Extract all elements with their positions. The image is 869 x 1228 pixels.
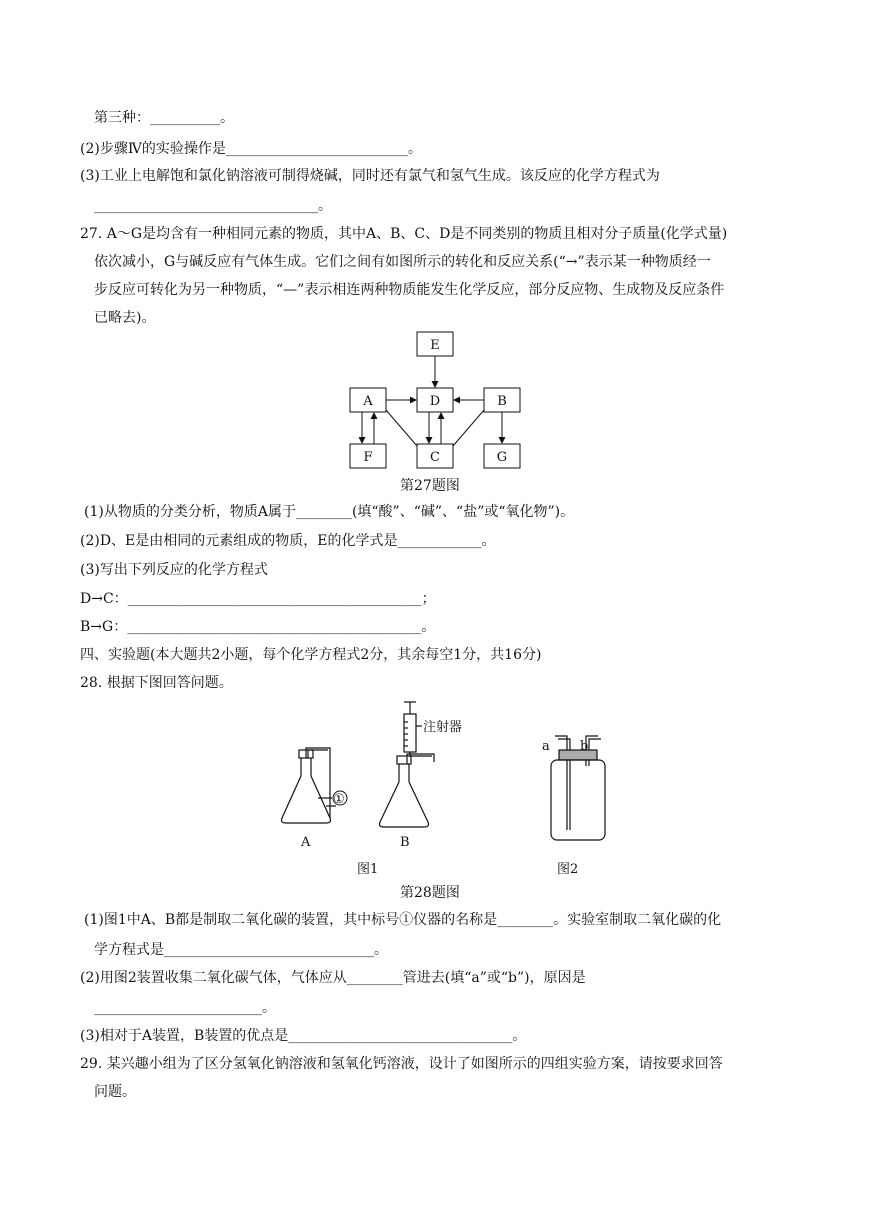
figure-2-label: 图2: [557, 862, 579, 877]
question-29-stem-2: 问题。: [94, 1084, 136, 1100]
marker-1: ①: [333, 792, 345, 807]
question-29-stem-1: 29. 某兴趣小组为了区分氢氧化钠溶液和氢氧化钙溶液，设计了如图所示的四组实验方案，请按要求回答: [80, 1056, 723, 1072]
question-27-stem-4: 已略去)。: [94, 310, 156, 326]
node-E: E: [430, 338, 440, 353]
question-27-stem-1: 27. A～G是均含有一种相同元素的物质，其中A、B、C、D是不同类别的物质且相对分子质量(化学式量): [80, 226, 728, 242]
question-28-1b: 学方程式是______________________________。: [94, 942, 388, 958]
question-27-3-bg: B→G：__________________________________________。: [80, 619, 436, 635]
question-27-1: (1)从物质的分类分析，物质A属于________(填“酸”、“碱”、“盐”或“氧化物”)。: [84, 504, 575, 520]
figure-27-diagram: [340, 328, 540, 470]
question-27-stem-3: 步反应可转化为另一种物质，“—”表示相连两种物质能发生化学反应，部分反应物、生成物及反应条件: [94, 282, 725, 298]
question-28-2b: ________________________。: [94, 1000, 276, 1016]
tube-a-label: a: [542, 739, 550, 754]
figure-28-apparatus: [270, 698, 610, 880]
node-F: F: [363, 450, 373, 465]
answer-line-equation: ________________________________。: [94, 198, 332, 214]
figure-27-caption: 第27题图: [400, 478, 460, 494]
section-4-heading: 四、实验题(本大题共2小题，每个化学方程式2分，其余每空1分，共16分): [80, 647, 542, 663]
question-26-3: (3)工业上电解饱和氯化钠溶液可制得烧碱，同时还有氯气和氢气生成。该反应的化学方程式为: [80, 168, 660, 184]
question-28-1a: (1)图1中A、B都是制取二氧化碳的装置，其中标号①仪器的名称是________。实验室制取二氧化碳的化: [84, 912, 722, 928]
question-28-2a: (2)用图2装置收集二氧化碳气体，气体应从________管进去(填“a”或“b”)，原因是: [80, 970, 586, 986]
question-27-2: (2)D、E是由相同的元素组成的物质，E的化学式是____________。: [80, 533, 496, 549]
answer-line-third: 第三种：__________。: [94, 110, 234, 126]
flask-A: [282, 748, 337, 823]
node-A: A: [363, 394, 373, 409]
syringe: [404, 702, 422, 756]
tube-b-label: b: [580, 739, 589, 754]
question-27-stem-2: 依次减小，G与碱反应有气体生成。它们之间有如图所示的转化和反应关系(“→”表示某一种物质经一: [94, 254, 711, 270]
node-B: B: [497, 394, 507, 409]
node-D: D: [429, 394, 441, 409]
figure-28-caption: 第28题图: [400, 885, 460, 901]
question-28-stem: 28. 根据下图回答问题。: [80, 675, 233, 691]
node-C: C: [430, 450, 440, 465]
node-G: G: [496, 450, 508, 465]
question-27-3-dc: D→C：__________________________________________；: [80, 591, 436, 607]
flask-B: [380, 754, 435, 827]
question-26-2: (2)步骤Ⅳ的实验操作是__________________________。: [80, 141, 422, 157]
flask-A-label: A: [301, 835, 311, 850]
flask-B-label: B: [400, 835, 410, 850]
syringe-label: 注射器: [423, 720, 463, 735]
question-28-3: (3)相对于A装置，B装置的优点是________________________________。: [80, 1028, 527, 1044]
figure-1-label: 图1: [357, 862, 379, 877]
question-27-3: (3)写出下列反应的化学方程式: [80, 562, 268, 578]
